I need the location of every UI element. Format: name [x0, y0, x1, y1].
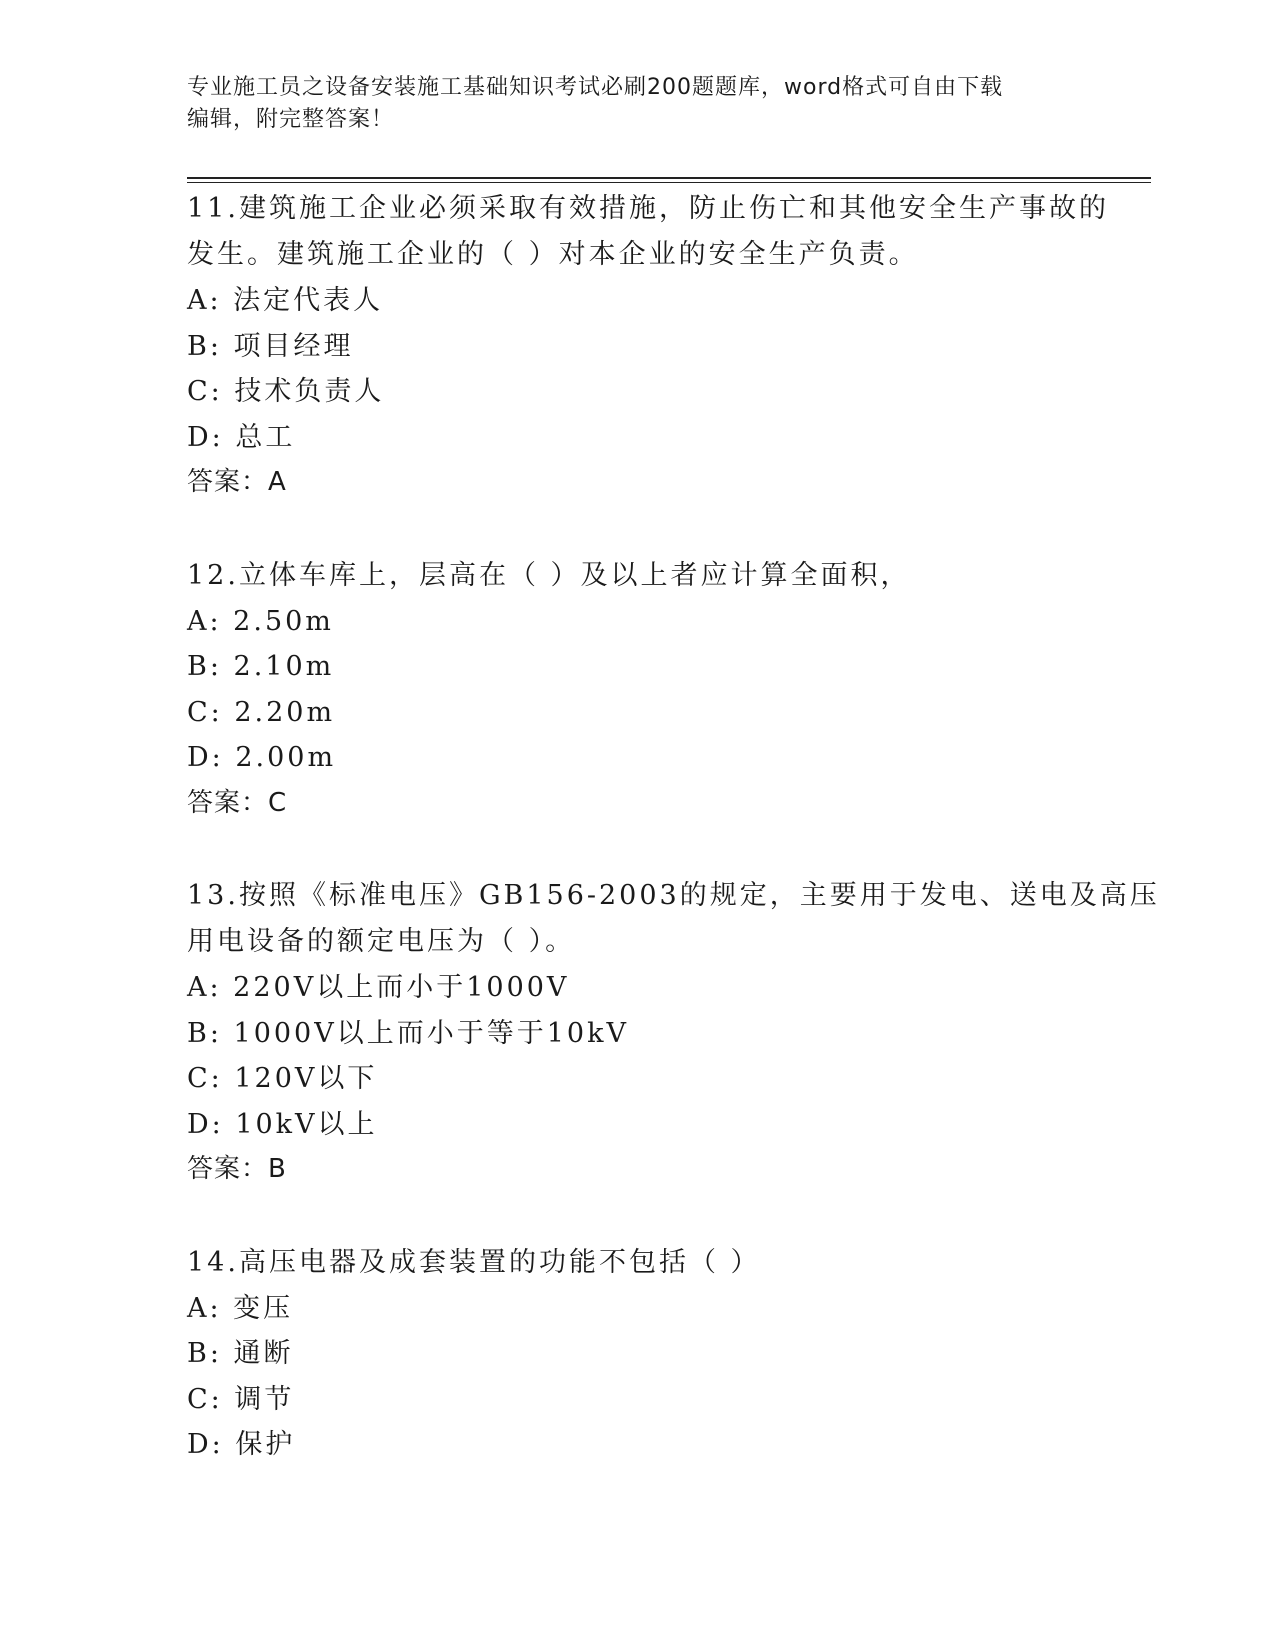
question-13 [187, 873, 1160, 1193]
document-header [187, 72, 1087, 136]
answer-label: 答案：A [187, 467, 287, 497]
option-b: B: 1000V以上而小于等于10kV [187, 1017, 629, 1049]
question-12 [187, 553, 1087, 827]
question-14 [187, 1240, 1087, 1468]
question-stem: 12.立体车库上，层高在（ ）及以上者应计算全面积， [187, 559, 911, 591]
question-spacer [187, 506, 1087, 553]
option-d: D: 10kV以上 [187, 1108, 378, 1140]
option-a: A: 变压 [187, 1292, 294, 1324]
question-stem-continued: 发生。建筑施工企业的（ ）对本企业的安全生产负责。 [187, 239, 919, 270]
header-divider-bottom [187, 182, 1151, 183]
header-title-line-2: 编辑，附完整答案！ [187, 107, 395, 132]
option-b: B: 2.10m [187, 651, 335, 682]
option-d: D: 2.00m [187, 742, 337, 773]
question-stem-continued: 用电设备的额定电压为（ ）。 [187, 926, 576, 957]
option-c: C: 调节 [187, 1383, 295, 1415]
question-list [187, 186, 1160, 1468]
question-stem: 14.高压电器及成套装置的功能不包括（ ） [187, 1246, 761, 1278]
option-a: A: 220V以上而小于1000V [187, 972, 570, 1003]
question-spacer [187, 1193, 1087, 1240]
option-c: C: 2.20m [187, 696, 336, 728]
option-c: C: 120V以下 [187, 1063, 378, 1094]
question-spacer [187, 826, 1087, 873]
answer-label: 答案：B [187, 1154, 287, 1184]
header-title-line-1: 专业施工员之设备安装施工基础知识考试必刷200题题库，word格式可自由下载 [187, 75, 1004, 100]
option-c: C: 技术负责人 [187, 376, 385, 407]
question-stem: 11.建筑施工企业必须采取有效措施，防止伤亡和其他安全生产事故的 [187, 193, 1109, 224]
option-b: B: 项目经理 [187, 330, 354, 362]
option-d: D: 保护 [187, 1429, 296, 1460]
option-a: A: 法定代表人 [187, 285, 384, 316]
question-11 [187, 186, 1109, 506]
option-d: D: 总工 [187, 421, 296, 453]
option-b: B: 通断 [187, 1338, 294, 1369]
header-divider-top [187, 177, 1151, 179]
option-a: A: 2.50m [187, 605, 334, 637]
question-stem: 13.按照《标准电压》GB156-2003的规定，主要用于发电、送电及高压 [187, 880, 1160, 911]
answer-label: 答案：C [187, 787, 288, 818]
